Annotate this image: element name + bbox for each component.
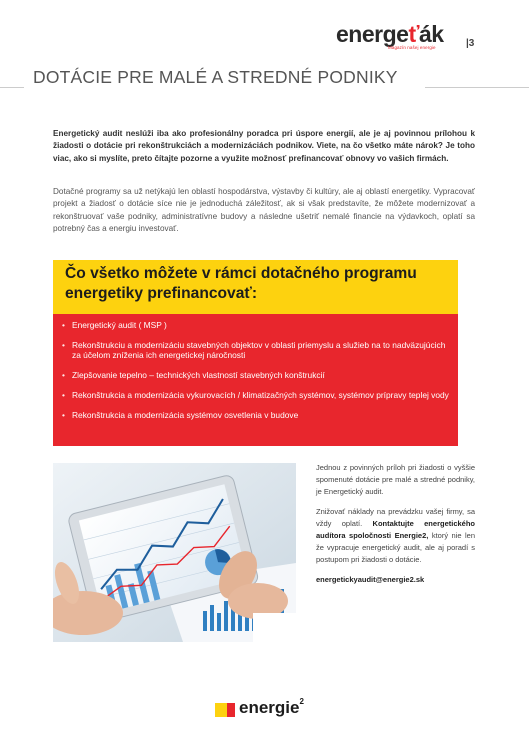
energie2-logo-text: energie [239,698,300,717]
title-rule-right [425,87,529,88]
tablet-charts-illustration [53,463,296,642]
body-paragraph: Dotačné programy sa už netýkajú len oblastí hospodárstva, výstavby či kultúry, ale aj oblastí energetiky. Vypracovať projekt a žiadosť o dotácie síce nie je jednoduchá záležitosť, ak si však predstavíte, že môžete modernizovať a rekonštruovať vaše podniky, administratívne budovy a následne ušetriť nemalé financie na výdavkoch, oplatí sa potrebný čas a energiu investovať. [53,187,475,234]
box-heading: Čo všetko môžete v rámci dotačného programu energetiky prefinancovať: [65,265,417,302]
energetak-logo [336,22,466,50]
list-item-text: Rekonštrukciu a modernizáciu stavebných objektov v oblasti priemyslu a služieb na to nadväzujúcich za účelom zníženia ich energetickej náročnosti [72,340,446,361]
bullet-icon: • [62,410,65,421]
page-number: |3 [466,38,475,49]
list-item-text: Rekonštrukcia a modernizácia systémov osvetlenia v budove [72,410,299,421]
side-text [316,462,475,595]
energie2-logo-sup: 2 [299,697,304,706]
side-paragraph-2 [316,506,475,565]
financing-list [62,320,452,430]
logo-text-part: energe [336,21,409,47]
intro-paragraph: Energetický audit neslúži iba ako profesionálny poradca pri úspore energií, ale je aj povinnou prílohou k žiadosti o dotácie pri rekonštrukciách a modernizáciách podnikov. Viete, na čo všetko máte nárok? Je toho viac, ako si myslíte, preto čítajte pozorne a využite možnosť prefinancovať obnovy vo vašich firmách. [53,129,475,163]
page-title: DOTÁCIE PRE MALÉ A STREDNÉ PODNIKY [33,67,398,87]
list-item-text: Rekonštrukcia a modernizácia vykurovacích / klimatizačných systémov, systémov prípravy teplej vody [72,390,449,401]
tablet-charts-photo [53,463,296,642]
list-item-text: Zlepšovanie tepelno – technických vlastností stavebných konštrukcií [72,370,325,381]
bullet-icon: • [62,340,65,350]
energie2-logo-yellow-mark [215,703,227,717]
list-item [62,320,452,330]
side-text-part: ktorý nie len že vypracuje energetický audit, ale aj poradí s postupom pri žiadosti o dotácie. [316,530,475,564]
list-item [62,390,452,400]
logo-tagline: Magazín našej energie [388,45,436,50]
list-item [62,410,452,420]
title-rule-left [0,87,24,88]
bullet-icon: • [62,320,65,330]
logo-text-accent: ť [408,21,419,47]
logo-text-part-end: ák [418,21,444,47]
side-text-part: Znižovať náklady na prevádzku vašej firmy, sa vždy oplatí. [316,507,475,529]
side-paragraph-1: Jednou z povinných príloh pri žiadosti o vyššie spomenuté dotácie pre malé a stredné podniky, je Energetický audit. [316,463,475,496]
side-text-bold: Kontaktujte energetického audítora spoločnosti Energie2, [316,519,475,540]
energetak-logo-text [336,22,466,46]
bullet-icon: • [62,390,65,401]
list-item [62,340,452,361]
contact-email-link[interactable]: energetickyaudit@energie2.sk [316,575,425,585]
energie2-logo [239,698,304,718]
list-item-text: Energetický audit ( MSP ) [72,320,167,330]
energie2-logo-red-mark [227,703,235,717]
bullet-icon: • [62,370,65,381]
list-item [62,370,452,380]
